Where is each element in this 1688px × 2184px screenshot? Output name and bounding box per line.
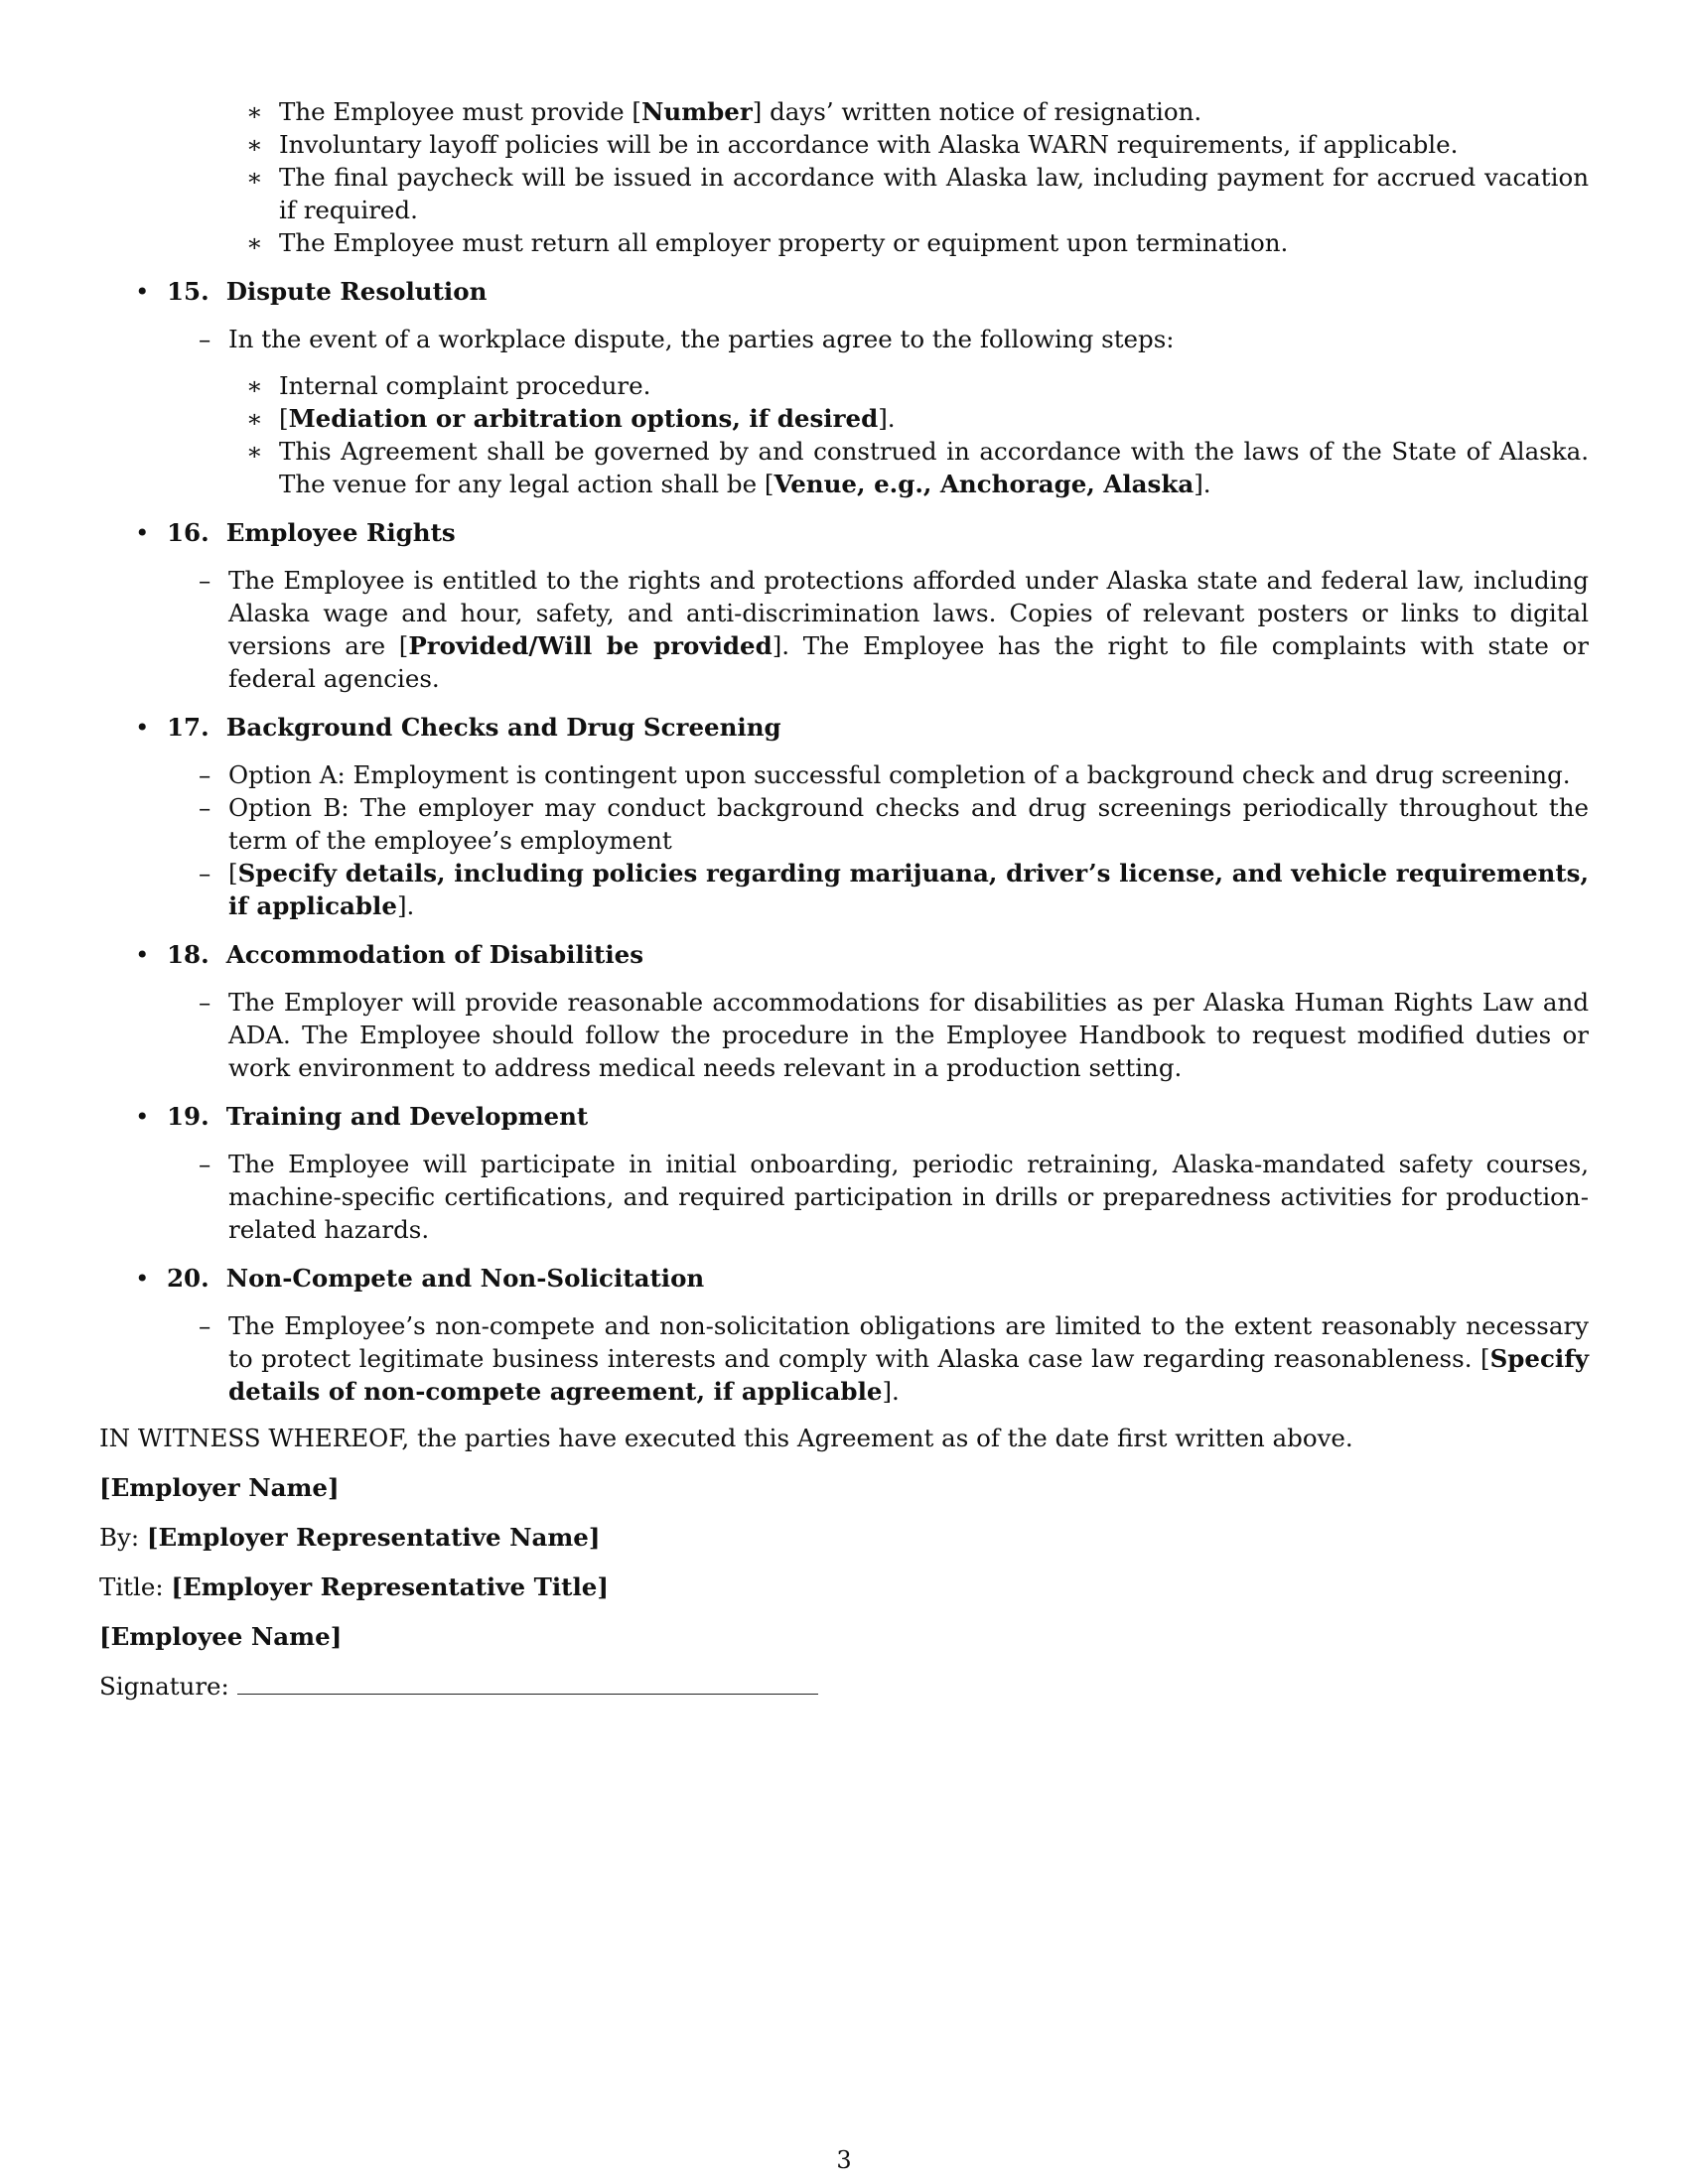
list-item: ∗ Involuntary layoff policies will be in accordance with Alaska WARN requirements, if applicable. <box>246 130 1459 159</box>
list-item: ∗ This Agreement shall be governed by and construed in accordance with the laws of the State of Alaska. The venue for any legal action shall be [Venue, e.g., Anchorage, Alaska]. <box>246 437 1589 498</box>
list-item: – Option B: The employer may conduct background checks and drug screenings periodically throughout the term of the employee’s employment <box>199 793 1589 855</box>
employer-rep-line: By: [Employer Representative Name] <box>99 1523 601 1552</box>
list-item: – In the event of a workplace dispute, the parties agree to the following steps: <box>199 325 1175 353</box>
section-heading-18: • 18. Accommodation of Disabilities <box>135 940 644 969</box>
employee-name: [Employee Name] <box>99 1622 343 1651</box>
list-item: – [Specify details, including policies regarding marijuana, driver’s license, and vehicle requirements, if applicable]. <box>199 859 1589 920</box>
section-heading-19: • 19. Training and Development <box>135 1102 589 1131</box>
page-number: 3 <box>836 2146 852 2174</box>
list-item: – The Employee will participate in initial onboarding, periodic retraining, Alaska-mandated safety courses, machine-specific certifications, and required participation in drills or preparedness activities for production-related hazards. <box>199 1150 1589 1244</box>
list-item: – The Employer will provide reasonable accommodations for disabilities as per Alaska Human Rights Law and ADA. The Employee should follow the procedure in the Employee Handbook to request modified duties or work environment to address medical needs relevant in a production setting. <box>199 988 1589 1082</box>
section-heading-16: • 16. Employee Rights <box>135 518 456 547</box>
employer-name: [Employer Name] <box>99 1473 340 1502</box>
employer-title-line: Title: [Employer Representative Title] <box>99 1572 609 1601</box>
list-item: ∗ The final paycheck will be issued in accordance with Alaska law, including payment for accrued vacation if required. <box>246 163 1589 224</box>
signature-field[interactable] <box>237 1670 818 1695</box>
list-item: ∗ Internal complaint procedure. <box>246 371 651 400</box>
section-heading-15: • 15. Dispute Resolution <box>135 277 488 306</box>
signature-line: Signature: <box>99 1670 1589 1703</box>
list-item: – The Employee’s non-compete and non-solicitation obligations are limited to the extent reasonably necessary to protect legitimate business interests and comply with Alaska case law regarding reasonableness. [Specify details of non-compete agreement, if applicable]. <box>199 1311 1589 1406</box>
list-item: – Option A: Employment is contingent upon successful completion of a background check and drug screening. <box>199 760 1571 789</box>
section-heading-17: • 17. Background Checks and Drug Screening <box>135 713 781 742</box>
witness-statement: IN WITNESS WHEREOF, the parties have executed this Agreement as of the date first written above. <box>99 1424 1353 1452</box>
list-item: ∗ [Mediation or arbitration options, if desired]. <box>246 404 896 433</box>
signature-block <box>99 1471 1589 1703</box>
list-item: – The Employee is entitled to the rights and protections afforded under Alaska state and federal law, including Alaska wage and hour, safety, and anti-discrimination laws. Copies of relevant posters or links to digital versions are [Provided/Will be provided]. The Employee has the right to file complaints with state or federal agencies. <box>199 566 1589 693</box>
document-page <box>99 95 1589 1703</box>
list-item: ∗ The Employee must return all employer property or equipment upon termination. <box>246 228 1289 257</box>
section-heading-20: • 20. Non-Compete and Non-Solicitation <box>135 1264 705 1293</box>
list-item: ∗ The Employee must provide [Number] days’ written notice of resignation. <box>246 97 1202 126</box>
